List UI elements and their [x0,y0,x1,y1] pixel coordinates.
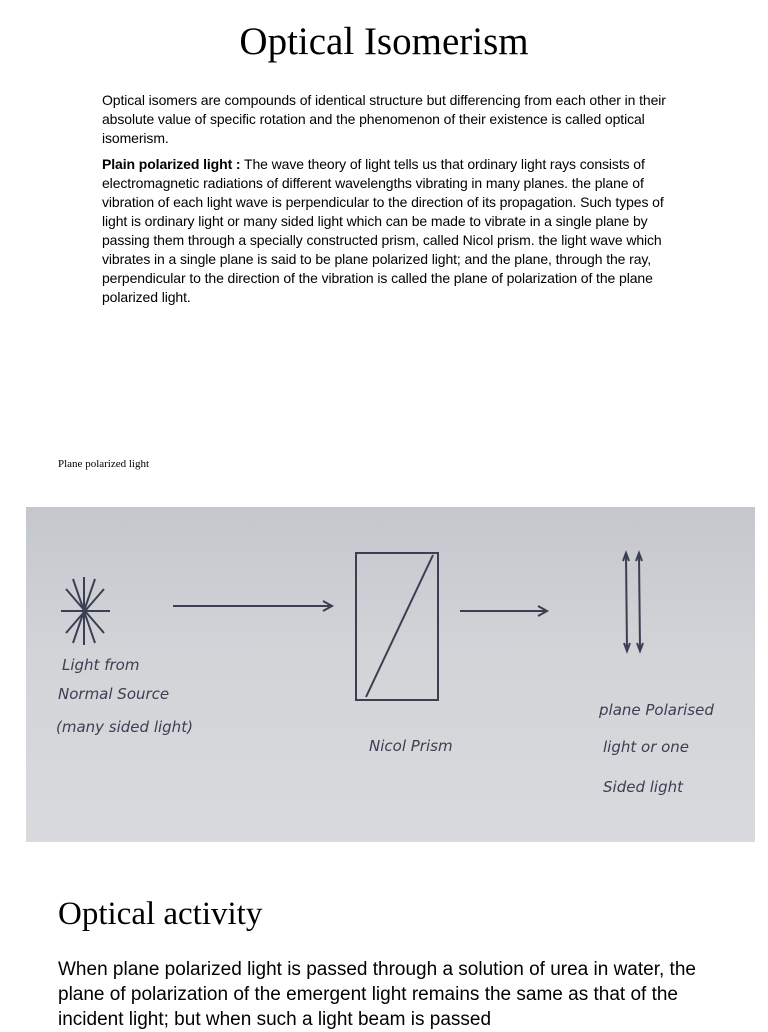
source-label-line-1: Light from [62,656,140,674]
plain-polarized-paragraph [102,155,672,307]
polarization-diagram-photo [26,507,755,842]
figure-caption: Plane polarized light [58,458,150,470]
plain-polarized-heading: Plain polarized light : [102,156,241,172]
page-title: Optical Isomerism [239,20,529,63]
plain-polarized-text: The wave theory of light tells us that ordinary light rays consists of electromagnetic radiations of different wavelengths vibrating in many planes. the plane of vibration of each light wave is perpendicular to the direction of its propagation. Such types of light is ordinary light or many sided light which can be made to vibrate in a single plane by passing them through a specially constructed prism, called Nicol prism. the light wave which vibrates in a single plane is said to be plane polarized light; and the plane, through the ray, perpendicular to the direction of the vibration is called the plane of polarization of the plane polarized light. [102,156,664,305]
light-source-star-icon [61,577,110,645]
prism-label: Nicol Prism [369,737,453,755]
output-label-line-3: Sided light [603,778,683,796]
hand-drawn-diagram [26,507,755,842]
section-paragraph: When plane polarized light is passed through a solution of urea in water, the plane of polarization of the emergent light remains the same as that of the incident light; but when such a light beam is passed [58,959,696,1030]
output-label-line-1: plane Polarised [599,701,714,719]
section-heading: Optical activity [58,896,263,932]
polarized-light-lines-icon [623,553,643,651]
output-label-line-2: light or one [603,738,690,756]
nicol-prism-icon [356,553,438,700]
intro-paragraph: Optical isomers are compounds of identical structure but differencing from each other in their absolute value of specific rotation and the phenomenon of their existence is called optical isomerism. [102,92,666,146]
incoming-arrow-icon [173,601,332,611]
source-label-line-3: (many sided light) [56,718,193,736]
outgoing-arrow-icon [460,606,547,616]
source-label-line-2: Normal Source [58,685,170,703]
